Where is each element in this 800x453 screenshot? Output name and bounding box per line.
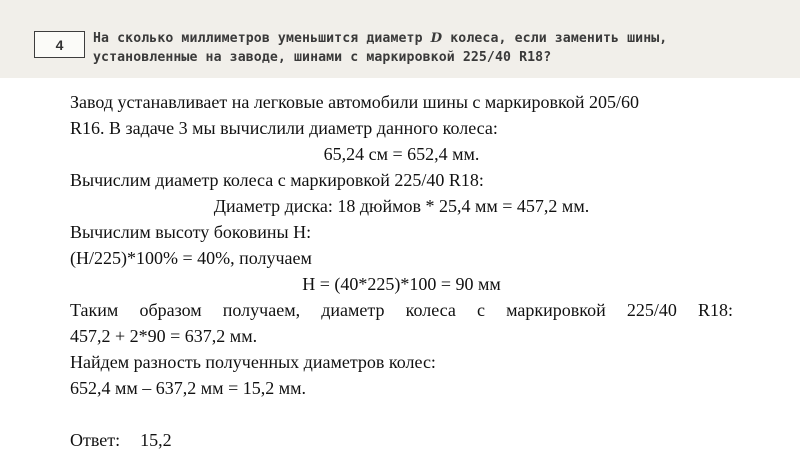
task-question-line-2: установленные на заводе, шинами с маркировкой 225/40 R18? bbox=[93, 50, 552, 65]
solution-line-centered: 65,24 см = 652,4 мм. bbox=[323, 144, 480, 164]
solution-line: Вычислим высоту боковины H: bbox=[70, 222, 312, 242]
solution-line-centered: Диаметр диска: 18 дюймов * 25,4 мм = 457,2 мм. bbox=[213, 196, 590, 216]
solution-line: (H/225)*100% = 40%, получаем bbox=[70, 248, 312, 268]
task-question bbox=[93, 29, 773, 67]
task-question-part: колеса, если заменить шины, bbox=[442, 31, 668, 46]
solution-line-centered: H = (40*225)*100 = 90 мм bbox=[302, 274, 501, 294]
solution-line: Завод устанавливает на легковые автомобили шины с маркировкой 205/60 bbox=[70, 92, 640, 112]
solution-line: Найдем разность полученных диаметров колес: bbox=[70, 352, 436, 372]
answer-label: Ответ: bbox=[70, 430, 121, 450]
solution-line: Вычислим диаметр колеса с маркировкой 225/40 R18: bbox=[70, 170, 484, 190]
solution-line-justified: Таким образом получаем, диаметр колеса с маркировкой 225/40 R18: bbox=[70, 300, 733, 320]
solution-line: R16. В задаче 3 мы вычислили диаметр данного колеса: bbox=[70, 118, 498, 138]
task-number-box: 4 bbox=[34, 31, 85, 58]
task-header bbox=[0, 0, 800, 78]
answer-value: 15,2 bbox=[140, 430, 172, 450]
task-question-part: На сколько миллиметров уменьшится диаметр bbox=[93, 31, 431, 46]
solution-line: 652,4 мм – 637,2 мм = 15,2 мм. bbox=[70, 378, 306, 398]
spacer bbox=[70, 401, 733, 427]
answer-line bbox=[70, 427, 733, 453]
solution-text bbox=[70, 89, 733, 453]
task-question-variable: D bbox=[430, 31, 443, 46]
solution-line: 457,2 + 2*90 = 637,2 мм. bbox=[70, 326, 258, 346]
task-question-line-1 bbox=[93, 29, 773, 48]
